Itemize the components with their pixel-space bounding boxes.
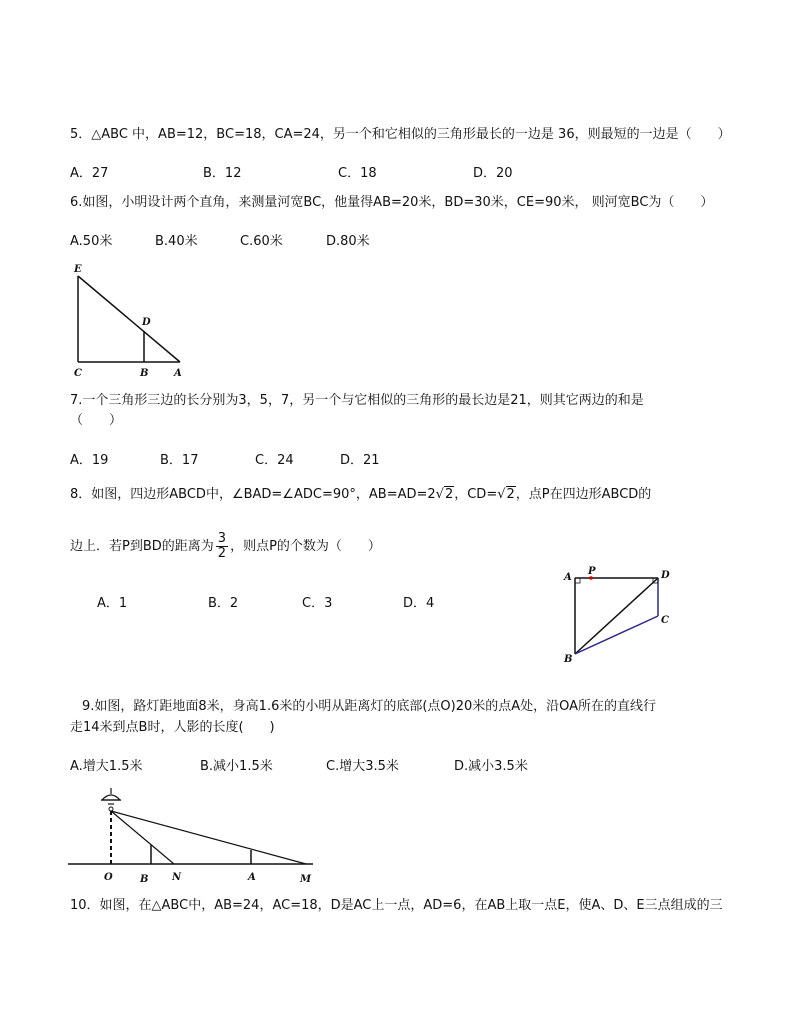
q8-figure	[560, 566, 680, 666]
q9-label-m: M	[300, 874, 312, 885]
q8-sqrt-1: √2	[435, 487, 454, 502]
q8-text-1: 8．如图，四边形ABCD中，∠BAD=∠ADC=90°，AB=AD=2	[70, 487, 436, 502]
q8-label-a: A	[564, 572, 572, 583]
question-6-stem: 6.如图，小明设计两个直角，来测量河宽BC，他量得AB=20米，BD=30米，CE=90米， 则河宽BC为（ ）	[70, 195, 714, 210]
q8-option-c[interactable]: C．3	[302, 596, 333, 611]
question-7-stem-line1: 7.一个三角形三边的长分别为3，5，7，另一个与它相似的三角形的最长边是21，则其它两边的和是	[70, 393, 644, 408]
q6-label-e: E	[74, 264, 82, 275]
q9-label-o: O	[104, 872, 113, 883]
question-8-stem-line1	[70, 486, 651, 504]
q7-option-d[interactable]: D．21	[340, 453, 380, 468]
q8-label-b: B	[564, 654, 573, 665]
q6-option-c[interactable]: C.60米	[240, 234, 283, 249]
q8-label-d: D	[661, 570, 670, 581]
q9-option-d[interactable]: D.减小3.5米	[454, 759, 528, 774]
q9-option-c[interactable]: C.增大3.5米	[326, 759, 399, 774]
q8-option-a[interactable]: A．1	[97, 596, 128, 611]
q8-label-p: P	[588, 566, 596, 577]
question-9-stem-line2: 走14米到点B时，人影的长度( )	[70, 720, 275, 735]
q9-label-a: A	[248, 872, 256, 883]
q5-option-d[interactable]: D．20	[473, 166, 513, 181]
q9-label-b: B	[140, 874, 149, 885]
q8-label-c: C	[661, 615, 669, 626]
q8-sqrt-2: √2	[497, 487, 515, 502]
question-9-stem-line1: 9.如图，路灯距地面8米，身高1.6米的小明从距离灯的底部(点O)20米的点A处，沿OA所在的直线行	[82, 699, 657, 714]
q6-option-a[interactable]: A.50米	[70, 234, 113, 249]
q9-label-n: N	[172, 872, 182, 883]
q6-label-a: A	[174, 368, 182, 379]
q8-text-4: 边上．若P到BD的距离为	[70, 539, 214, 554]
q8-text-2: ，CD=	[454, 487, 498, 502]
q8-text-5: ，则点P的个数为（ ）	[230, 539, 381, 554]
q8-option-b[interactable]: B．2	[208, 596, 239, 611]
q5-option-b[interactable]: B．12	[203, 166, 242, 181]
q9-figure	[68, 786, 328, 886]
q9-option-a[interactable]: A.增大1.5米	[70, 759, 143, 774]
q5-option-c[interactable]: C．18	[338, 166, 377, 181]
question-10-stem: 10．如图，在△ABC中，AB=24，AC=18，D是AC上一点，AD=6，在AB上取一点E，使A、D、E三点组成的三	[70, 898, 723, 913]
q9-option-b[interactable]: B.减小1.5米	[200, 759, 273, 774]
question-7-stem-line2: （ ）	[70, 413, 123, 428]
q6-label-c: C	[74, 368, 82, 379]
q7-option-a[interactable]: A．19	[70, 453, 109, 468]
q8-option-d[interactable]: D．4	[403, 596, 435, 611]
q6-label-b: B	[140, 368, 149, 379]
q6-label-d: D	[142, 317, 151, 328]
q5-option-a[interactable]: A．27	[70, 166, 109, 181]
q6-figure	[70, 262, 200, 380]
q6-option-b[interactable]: B.40米	[155, 234, 198, 249]
street-lamp-icon	[101, 788, 121, 811]
q8-text-3: ，点P在四边形ABCD的	[515, 487, 652, 502]
q7-option-b[interactable]: B．17	[160, 453, 199, 468]
q7-option-c[interactable]: C．24	[255, 453, 294, 468]
q8-fraction: $\frac{3}{2}$	[217, 531, 227, 561]
q6-option-d[interactable]: D.80米	[326, 234, 370, 249]
question-5-stem: 5．△ABC 中，AB=12，BC=18，CA=24，另一个和它相似的三角形最长的一边是 36，则最短的一边是（ ）	[70, 127, 731, 142]
question-8-stem-line2	[70, 532, 381, 562]
